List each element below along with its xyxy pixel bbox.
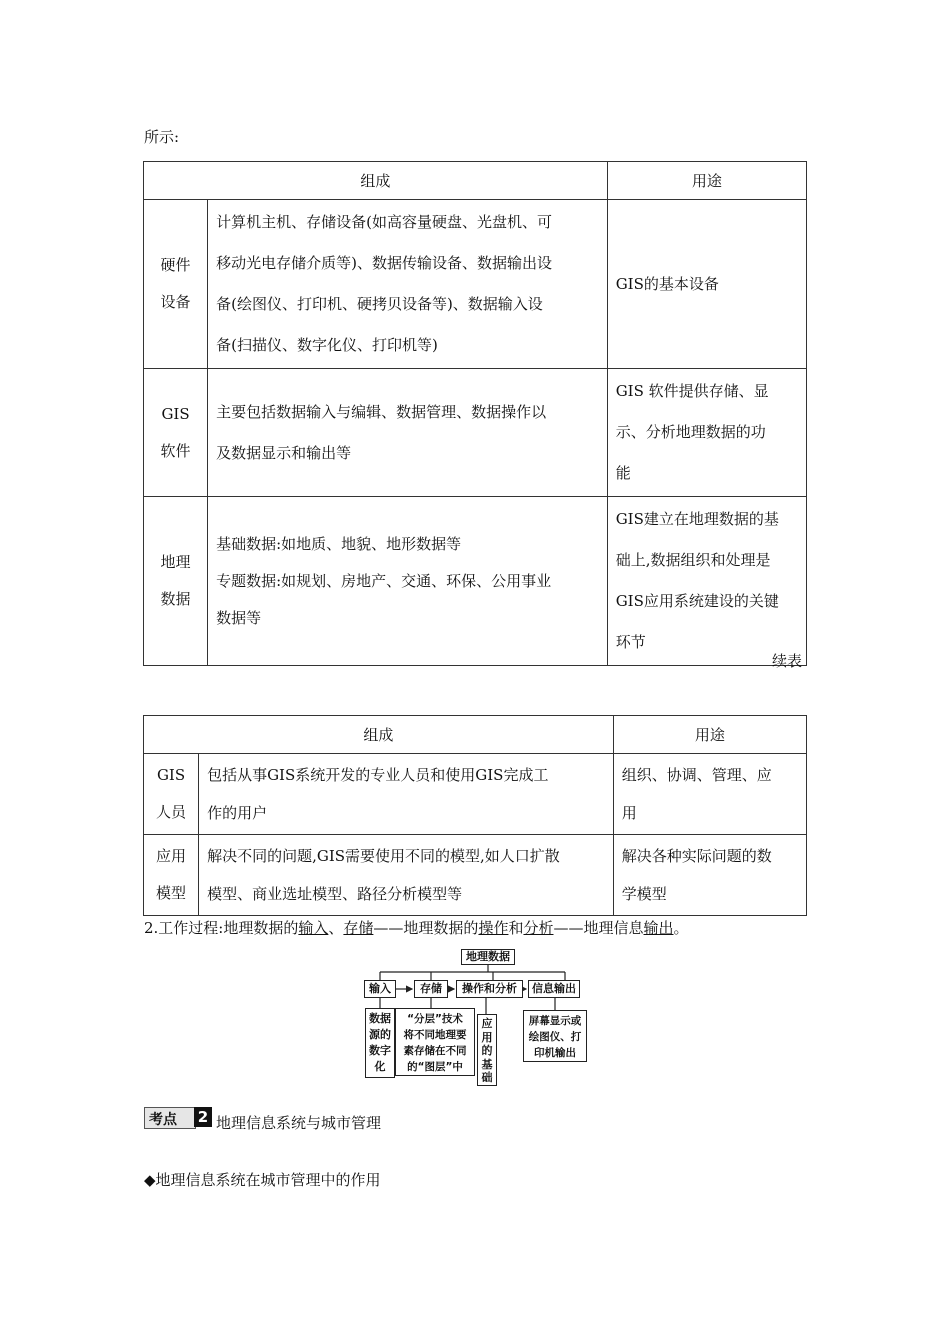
badge-label: 考点 <box>149 1112 177 1128</box>
header-usage: 用途 <box>607 162 806 200</box>
table-row <box>144 369 807 497</box>
intro-text: 所示: <box>144 128 180 146</box>
section-title: 地理信息系统与城市管理 <box>216 1114 382 1132</box>
usage-cell: GIS建立在地理数据的基 础上,数据组织和处理是 GIS应用系统建设的关键 环节 <box>607 497 806 666</box>
description-cell: 计算机主机、存储设备(如高容量硬盘、光盘机、可 移动光电存储介质等)、数据传输设备、数据输出设 备(绘图仪、打印机、硬拷贝设备等)、数据输入设 备(扫描仪、数字化仪、打印机等) <box>208 200 608 369</box>
category-cell: 硬件 设备 <box>144 200 208 369</box>
gis-components-table-continued <box>143 715 807 916</box>
header-composition: 组成 <box>144 716 614 754</box>
gis-components-table <box>143 161 807 666</box>
node-store: 存储 <box>414 980 448 998</box>
process-text: 和 <box>508 919 524 937</box>
note-input: 数据 源的 数字 化 <box>365 1008 395 1078</box>
node-output: 信息输出 <box>528 980 580 998</box>
category-cell: GIS 软件 <box>144 369 208 497</box>
table-row <box>144 835 807 916</box>
category-cell: 应用 模型 <box>144 835 199 916</box>
description-cell: 包括从事GIS系统开发的专业人员和使用GIS完成工 作的用户 <box>199 754 614 835</box>
process-keyword: 输入 <box>298 919 329 937</box>
node-operate-analyze: 操作和分析 <box>456 980 523 998</box>
note-output: 屏幕显示或 绘图仪、打 印机输出 <box>523 1010 587 1062</box>
description-cell: 主要包括数据输入与编辑、数据管理、数据操作以 及数据显示和输出等 <box>208 369 608 497</box>
continued-label: 续表 <box>772 652 803 670</box>
node-geodata: 地理数据 <box>461 949 515 965</box>
usage-cell: GIS的基本设备 <box>607 200 806 369</box>
process-text: 2.工作过程:地理数据的 <box>144 919 299 937</box>
table-header-row <box>144 716 807 754</box>
process-text: 、 <box>328 919 344 937</box>
header-usage: 用途 <box>613 716 806 754</box>
badge-number: 2 <box>194 1107 212 1127</box>
description-cell: 解决不同的问题,GIS需要使用不同的模型,如人口扩散 模型、商业选址模型、路径分析模型等 <box>199 835 614 916</box>
table-header-row <box>144 162 807 200</box>
process-text: ——地理信息 <box>553 919 644 937</box>
note-apply: 应 用 的 基 础 <box>477 1014 497 1086</box>
process-sentence <box>144 917 689 938</box>
table-row <box>144 754 807 835</box>
workflow-diagram <box>360 948 590 1088</box>
category-cell: 地理 数据 <box>144 497 208 666</box>
process-keyword: 分析 <box>523 919 554 937</box>
category-cell: GIS 人员 <box>144 754 199 835</box>
section-heading <box>144 1107 564 1133</box>
note-store: “分层”技术 将不同地理要 素存储在不同 的“图层”中 <box>395 1008 475 1076</box>
process-keyword: 输出 <box>643 919 674 937</box>
table-row <box>144 497 807 666</box>
process-keyword: 存储 <box>343 919 374 937</box>
process-text: 。 <box>673 919 689 937</box>
table-row <box>144 200 807 369</box>
bullet-heading: ◆地理信息系统在城市管理中的作用 <box>144 1171 381 1189</box>
usage-cell: 解决各种实际问题的数 学模型 <box>613 835 806 916</box>
header-composition: 组成 <box>144 162 608 200</box>
process-text: ——地理数据的 <box>373 919 479 937</box>
description-cell: 基础数据:如地质、地貌、地形数据等 专题数据:如规划、房地产、交通、环保、公用事业 数据等 <box>208 497 608 666</box>
kaodian-badge <box>144 1107 196 1129</box>
process-keyword: 操作 <box>478 919 509 937</box>
usage-cell: 组织、协调、管理、应 用 <box>613 754 806 835</box>
node-input: 输入 <box>364 980 396 998</box>
usage-cell: GIS 软件提供存储、显 示、分析地理数据的功 能 <box>607 369 806 497</box>
